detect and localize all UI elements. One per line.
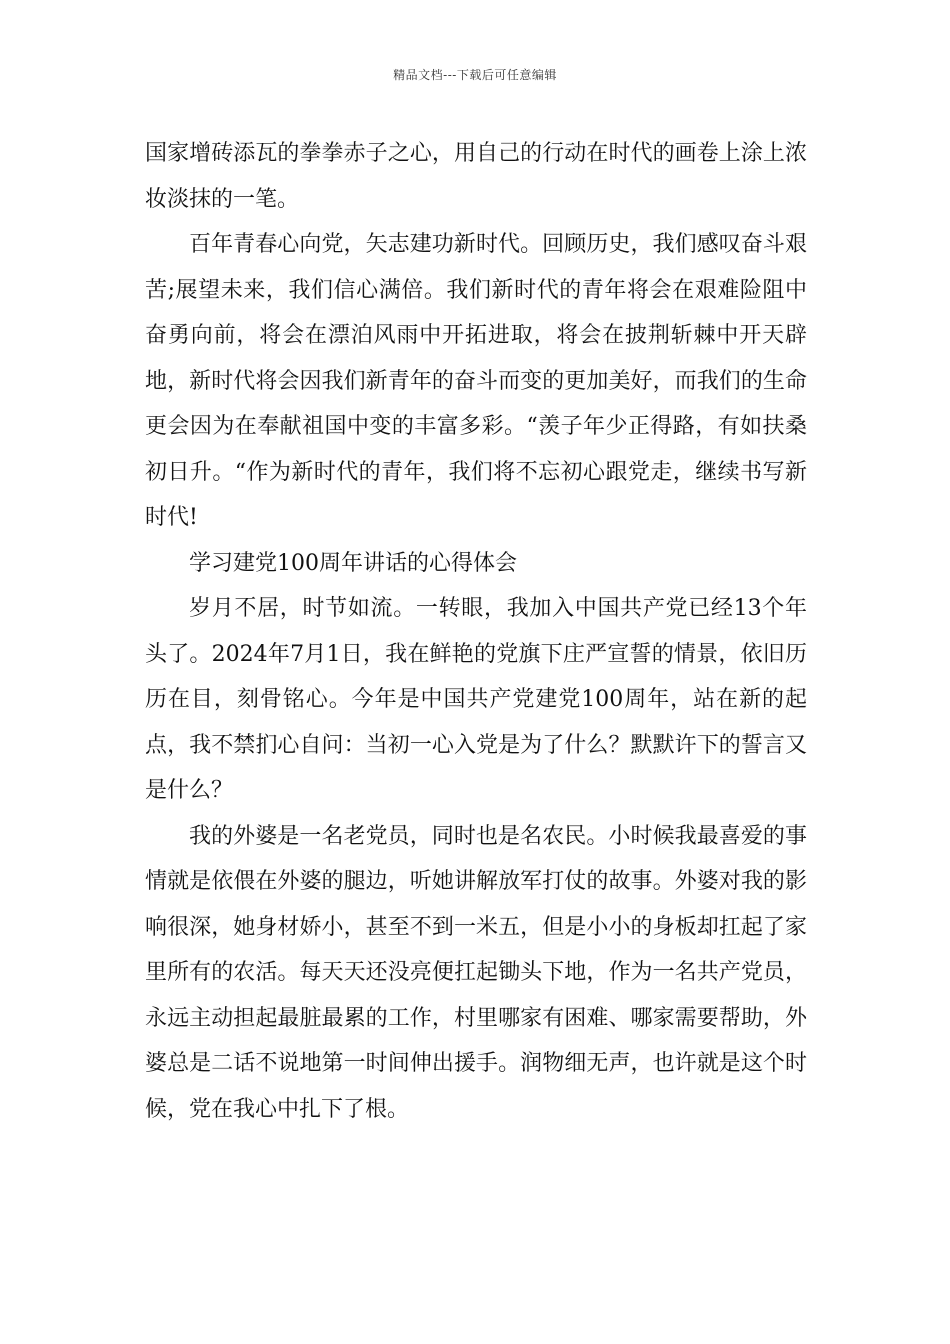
paragraph: 我的外婆是一名老党员，同时也是名农民。小时候我最喜爱的事情就是依偎在外婆的腿边，听她讲解放军打仗的故事。外婆对我的影响很深，她身材娇小，甚至不到一米五，但是小小的身板却扛起了家里所有的农活。每天天还没亮便扛起锄头下地，作为一名共产党员，永远主动担起最脏最累的工作，村里哪家有困难、哪家需要帮助，外婆总是二话不说地第一时间伸出援手。润物细无声，也许就是这个时候，党在我心中扎下了根。: [145, 823, 807, 1122]
paragraph: 岁月不居，时节如流。一转眼，我加入中国共产党已经13个年头了。2024年7月1日，我在鲜艳的党旗下庄严宣誓的情景，依旧历历在目，刻骨铭心。今年是中国共产党建党100周年，站在新的起点，我不禁扪心自问：当初一心入党是为了什么？默默许下的誓言又是什么？: [145, 596, 807, 803]
section-title: 学习建党100周年讲话的心得体会: [189, 550, 517, 576]
paragraph-continuation: 国家增砖添瓦的拳拳赤子之心，用自己的行动在时代的画卷上涂上浓妆淡抹的一笔。: [145, 141, 807, 212]
page-header: 精品文档---下载后可任意编辑: [393, 68, 557, 82]
paragraph: 百年青春心向党，矢志建功新时代。回顾历史，我们感叹奋斗艰苦;展望未来，我们信心满倍。我们新时代的青年将会在艰难险阻中奋勇向前，将会在漂泊风雨中开拓进取，将会在披荆斩棘中开天辟地，新时代将会因我们新青年的奋斗而变的更加美好，而我们的生命更会因为在奉献祖国中变的丰富多彩。“羡子年少正得路，有如扶桑初日升。“作为新时代的青年，我们将不忘初心跟党走，继续书写新时代!: [145, 232, 807, 530]
document-body: [145, 131, 807, 1132]
